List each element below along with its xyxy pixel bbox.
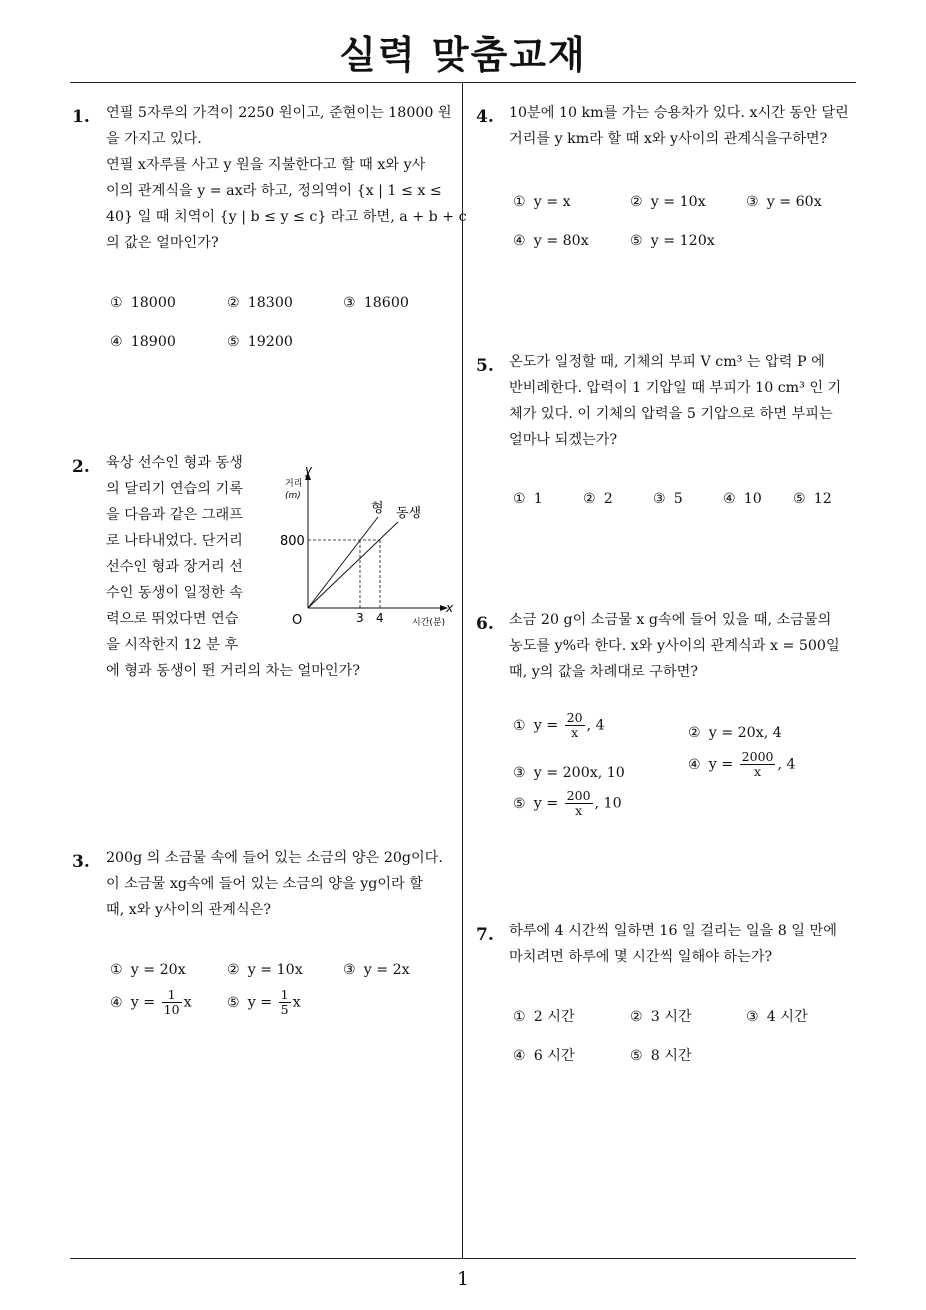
choice-2[interactable]: ② y = 10x: [227, 962, 303, 978]
question-text-line: 체가 있다. 이 기체의 압력을 5 기압으로 하면 부피는: [509, 406, 833, 422]
question-text-line: 농도를 y%라 한다. x와 y사이의 관계식과 x = 500일: [509, 638, 840, 654]
question-text-line: 력으로 뛰었다면 연습: [106, 611, 239, 627]
choice-1[interactable]: ① 18000: [110, 295, 176, 311]
question-text-line: 수인 동생이 일정한 속: [106, 585, 243, 601]
origin-label: O: [292, 613, 303, 628]
question-text-line: 10분에 10 km를 가는 승용차가 있다. x시간 동안 달린: [509, 105, 849, 121]
question-text-line: 육상 선수인 형과 동생: [106, 455, 243, 471]
column-divider: [462, 83, 463, 1258]
choice-1[interactable]: ① y = x: [513, 194, 571, 210]
choice-1[interactable]: ① y = $\frac{20}{x}$ , 4: [513, 710, 605, 740]
x-tick-3: 3: [356, 611, 364, 625]
top-rule: [70, 82, 856, 83]
question-text-line: 을 가지고 있다.: [106, 131, 202, 147]
y-axis-name: y: [305, 463, 313, 477]
choice-3[interactable]: ③ 4 시간: [746, 1009, 808, 1025]
x-axis-name: x: [446, 601, 454, 615]
choice-5[interactable]: ⑤ y = $\frac{1}{5}$ x: [227, 987, 301, 1017]
y-label-1: 거리: [285, 479, 303, 489]
line-older-brother: [308, 517, 378, 608]
question-number: 2.: [72, 457, 90, 477]
choice-4[interactable]: ④ 18900: [110, 334, 176, 350]
question-number: 1.: [72, 107, 90, 127]
question-text-line: 얼마나 되겠는가?: [509, 432, 618, 448]
question-number: 4.: [476, 107, 494, 127]
page-title: 실력 맞춤교재: [339, 33, 587, 77]
choice-5[interactable]: ⑤ 12: [793, 491, 832, 507]
choice-2[interactable]: ② y = 20x, 4: [688, 725, 782, 741]
question-text-line: 거리를 y km라 할 때 x와 y사이의 관계식을구하면?: [509, 131, 828, 147]
question-number: 6.: [476, 614, 494, 634]
choice-5[interactable]: ⑤ y = $\frac{200}{x}$ , 10: [513, 788, 622, 818]
choice-4[interactable]: ④ 10: [723, 491, 762, 507]
page-number: 1: [456, 1268, 470, 1290]
choice-3[interactable]: ③ y = 200x, 10: [513, 765, 625, 781]
choice-4[interactable]: ④ 6 시간: [513, 1048, 575, 1064]
line-label-older: 형: [371, 501, 384, 516]
y-tick-800: 800: [280, 534, 305, 549]
question-number: 7.: [476, 925, 494, 945]
question-text-line: 때, x와 y사이의 관계식은?: [106, 902, 272, 918]
question-number: 5.: [476, 356, 494, 376]
choice-3[interactable]: ③ 18600: [343, 295, 409, 311]
question-text-line: 로 나타내었다. 단거리: [106, 533, 243, 549]
choice-4[interactable]: ④ y = 80x: [513, 233, 589, 249]
line-younger-brother: [308, 522, 398, 608]
question-text-line: 마치려면 하루에 몇 시간씩 일해야 하는가?: [509, 949, 773, 965]
choice-4[interactable]: ④ y = $\frac{1}{10}$ x: [110, 987, 192, 1017]
distance-time-graph: [270, 460, 460, 635]
question-text-line: 이 소금물 xg속에 들어 있는 소금의 양을 yg이라 할: [106, 876, 423, 892]
choice-4[interactable]: ④ y = $\frac{2000}{x}$ , 4: [688, 749, 796, 779]
question-text-line: 을 시작한지 12 분 후: [106, 637, 239, 653]
question-text-line: 온도가 일정할 때, 기체의 부피 V cm³ 는 압력 P 에: [509, 354, 825, 370]
y-label-2: (m): [285, 491, 301, 501]
choice-5[interactable]: ⑤ 8 시간: [630, 1048, 692, 1064]
question-text-line: 의 값은 얼마인가?: [106, 235, 219, 251]
choice-5[interactable]: ⑤ y = 120x: [630, 233, 715, 249]
question-text-line: 이의 관계식을 y = ax라 하고, 정의역이 {x | 1 ≤ x ≤: [106, 183, 442, 199]
choice-2[interactable]: ② y = 10x: [630, 194, 706, 210]
question-text-line: 40} 일 때 치역이 {y | b ≤ y ≤ c} 라고 하면, a + b + c: [106, 209, 467, 225]
choice-3[interactable]: ③ y = 60x: [746, 194, 822, 210]
line-label-younger: 동생: [396, 506, 422, 521]
question-text-line: 반비례한다. 압력이 1 기압일 때 부피가 10 cm³ 인 기: [509, 380, 842, 396]
choice-2[interactable]: ② 18300: [227, 295, 293, 311]
question-text-line: 소금 20 g이 소금물 x g속에 들어 있을 때, 소금물의: [509, 612, 832, 628]
choice-3[interactable]: ③ y = 2x: [343, 962, 410, 978]
choice-1[interactable]: ① y = 20x: [110, 962, 186, 978]
question-text-line: 하루에 4 시간씩 일하면 16 일 걸리는 일을 8 일 만에: [509, 923, 837, 939]
question-text-line: 연필 5자루의 가격이 2250 원이고, 준현이는 18000 원: [106, 105, 452, 121]
x-tick-4: 4: [376, 611, 384, 625]
choice-5[interactable]: ⑤ 19200: [227, 334, 293, 350]
choice-1[interactable]: ① 2 시간: [513, 1009, 575, 1025]
question-text-line: 선수인 형과 장거리 선: [106, 559, 243, 575]
question-number: 3.: [72, 852, 90, 872]
question-text-line: 의 달리기 연습의 기록: [106, 481, 243, 497]
question-text-line: 연필 x자루를 사고 y 원을 지불한다고 할 때 x와 y사: [106, 157, 426, 173]
question-text-line: 때, y의 값을 차례대로 구하면?: [509, 664, 698, 680]
question-text-line: 에 형과 동생이 뛴 거리의 차는 얼마인가?: [106, 663, 360, 679]
x-label: 시간(분): [412, 618, 446, 628]
choice-1[interactable]: ① 1: [513, 491, 543, 507]
question-text-line: 200g 의 소금물 속에 들어 있는 소금의 양은 20g이다.: [106, 850, 443, 866]
question-text-line: 을 다음과 같은 그래프: [106, 507, 243, 523]
choice-2[interactable]: ② 2: [583, 491, 613, 507]
choice-3[interactable]: ③ 5: [653, 491, 683, 507]
choice-2[interactable]: ② 3 시간: [630, 1009, 692, 1025]
bottom-rule: [70, 1258, 856, 1259]
